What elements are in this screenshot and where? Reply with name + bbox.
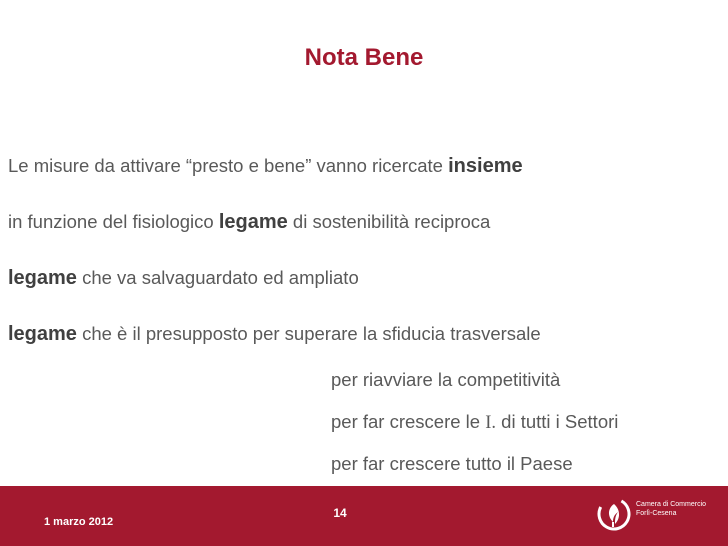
footer-bar [0, 486, 728, 546]
emphasis-text: legame [8, 323, 77, 345]
emphasis-text: legame [8, 267, 77, 289]
footer-date: 1 marzo 2012 [44, 516, 114, 528]
chamber-logo [596, 496, 724, 532]
text-line-4 [8, 323, 541, 346]
text-line-7: per far crescere tutto il Paese [331, 453, 573, 474]
text-line-5: per riavviare la competitività [331, 369, 561, 390]
emphasis-text: insieme [448, 155, 523, 177]
logo-text [636, 500, 706, 518]
page-number: 14 [333, 506, 347, 520]
emphasis-text: legame [218, 211, 288, 233]
line-text: che è il presupposto per superare la sfiducia trasversale [76, 323, 541, 344]
text-line-3 [8, 267, 359, 290]
line-text: in funzione del fisiologico [8, 211, 219, 232]
chamber-of-commerce-logo-icon [596, 496, 632, 532]
slide-title: Nota Bene [304, 44, 424, 71]
line-text: che va salvaguardato ed ampliato [76, 267, 359, 288]
line-text: di sostenibilità reciproca [287, 211, 491, 232]
line-text: di tutti i Settori [496, 411, 619, 432]
serif-abbreviation: I. [485, 413, 497, 433]
logo-text-line: Forlì-Cesena [636, 510, 677, 517]
text-line-1 [8, 155, 523, 178]
text-line-6 [331, 411, 618, 434]
line-text: per far crescere le [331, 411, 486, 432]
logo-text-line: Camera di Commercio [636, 501, 707, 508]
text-line-2 [8, 211, 490, 234]
line-text: Le misure da attivare “presto e bene” vanno ricercate [8, 155, 449, 176]
